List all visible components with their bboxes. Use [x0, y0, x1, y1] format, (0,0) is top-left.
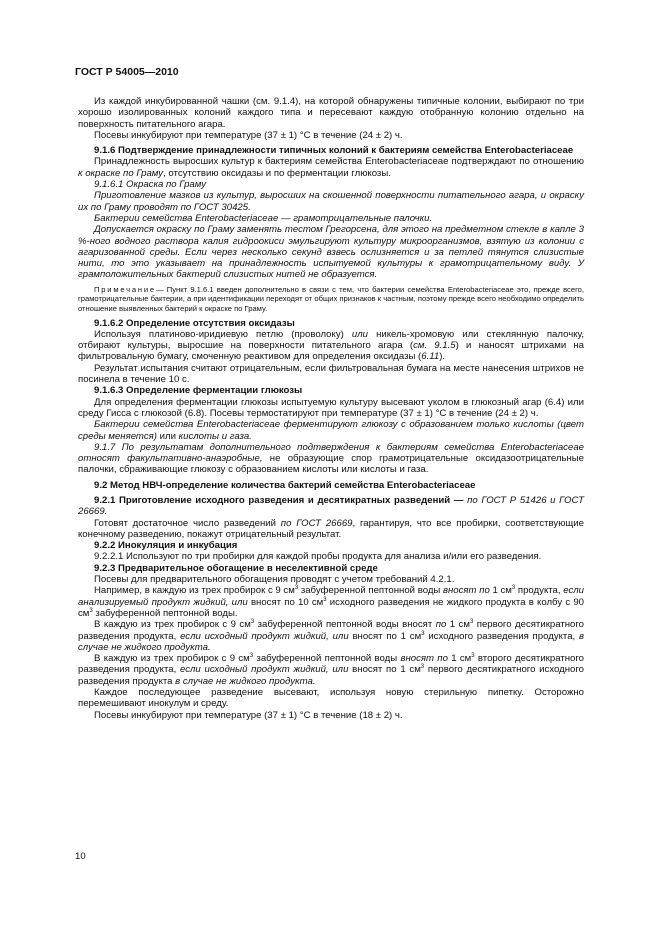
subsection-heading-9-2-3: 9.2.3 Предварительное обогащение в неселективной среде — [94, 562, 378, 574]
paragraph: Используя платиново-иридиевую петлю (проволоку) или никель-хромовую или стеклянную палочку, отбирают культуры, выросшие на поверхности питательного агара (см. 9.1.5) и наносят штрихами на фильтровальную бумагу, смоченную реактивом для определения оксидазы (6.11). — [78, 328, 584, 363]
note — [78, 285, 584, 314]
paragraph: Посевы инкубируют при температуре (37 ± 1) °С в течение (24 ± 2) ч. — [94, 129, 403, 141]
subsection-heading-9-2-1: 9.2.1 Приготовление исходного разведения и десятикратных разведений — по ГОСТ Р 51426 и ГОСТ 26669. — [78, 494, 584, 518]
document-header: ГОСТ Р 54005—2010 — [75, 66, 179, 78]
paragraph: Например, в каждую из трех пробирок с 9 $см^3$ забуференной пептонной воды вносят по 1 $см^3$ продукта, если анализируемый продукт жидкий, или вносят по 10 $см^3$ исходного разведения не жидкого продукта в колбу с 90 $см^3$ забуференной пептонной воды. — [78, 585, 584, 619]
paragraph: Готовят достаточное число разведений по ГОСТ 26669, гарантируя, что все пробирки, соответствующие конечному разведению, покажут отрицательный результат. — [78, 517, 584, 540]
paragraph-italic: Допускается окраску по Граму заменять тестом Грегорсена, для этого на предметном стекле в капле 3 %-ного водного раствора калия гидроокиси эмульгируют культуру микроорганизмов, взятую из колонии с агаризованной среды. Если через несколько секунд взвесь ослизняется и за петлей тянутся слизистые нити, то это указывает на принадлежность испытуемой культуры к грамотрицательному виду. У грамположительных бактерий слизистых нитей не образуется. — [78, 224, 584, 281]
paragraph-italic: Бактерии семейства Enterobacteriaceae — грамотрицательные палочки. — [94, 212, 433, 224]
note-label: Примечание — [94, 284, 156, 294]
paragraph: Для определения ферментации глюкозы испытуемую культуру высевают уколом в глюкозный агар (6.4) или среду Гисса с глюкозой (6.8). Посевы термостатируют при температуре (37 ± 1) °С в течение (24 ± 2) ч. — [78, 396, 584, 419]
paragraph: Посевы инкубируют при температуре (37 ± 1) °С в течение (18 ± 2) ч. — [94, 709, 403, 721]
subsection-heading-9-2-2: 9.2.2 Инокуляция и инкубация — [94, 540, 238, 552]
page-number: 10 — [75, 851, 86, 862]
paragraph: В каждую из трех пробирок с 9 $см^3$ забуференной пептонной воды вносят по 1 $см^3$ первого десятикратного разведения продукта, если исходный продукт жидкий, или вносят по 1 $см^3$ исходного разведения продукта, в случае не жидкого продукта. — [78, 619, 585, 653]
note-text: — Пункт 9.1.6.1 введен дополнительно в связи с тем, что бактерии семейства Enterobacteriaceae это, прежде всего, грамотрицательные бактерии, а при идентификации переходят от общих признаков к частным, поэтому прежде всего необходимо определить отношение выявленных бактерий к окраске по Граму. — [78, 284, 584, 313]
paragraph-italic: Бактерии семейства Enterobacteriaceae ферментируют глюкозу с образованием только кислоты (цвет среды меняется) или кислоты и газа. — [78, 419, 584, 442]
paragraph-italic: 9.1.7 По результатам дополнительного подтверждения к бактериям семейства Enterobacteriaceae относят факультативно-анаэробные, не образующие спор грамотрицательные оксидазоотрицательные палочки, сбраживающие глюкозу с образованием кислоты или кислоты и газа. — [78, 441, 585, 476]
section-heading-9-1-6: 9.1.6 Подтверждение принадлежности типичных колоний к бактериям семейства Enterobacteriaceae — [94, 145, 574, 157]
paragraph-italic: Приготовление мазков из культур, выросших на скошенной поверхности питательного агара, и окраску их по Граму проводят по ГОСТ 30425. — [78, 190, 584, 213]
subsection-heading-9-1-6-2: 9.1.6.2 Определение отсутствия оксидазы — [94, 317, 295, 329]
paragraph: Из каждой инкубированной чашки (см. 9.1.4), на которой обнаружены типичные колонии, выбирают по три хорошо изолированных колоний каждого типа и пересевают каждую отобранную колонию отдельно на поверхность питательного агара. — [78, 96, 584, 130]
paragraph: 9.2.2.1 Используют по три пробирки для каждой пробы продукта для анализа и/или его разведения. — [94, 551, 542, 563]
subsection-heading-9-1-6-1: 9.1.6.1 Окраска по Граму — [94, 179, 207, 191]
paragraph: Посевы для предварительного обогащения проводят с учетом требований 4.2.1. — [94, 574, 455, 586]
document-body — [78, 96, 584, 721]
paragraph: Принадлежность выросших культур к бактериям семейства Enterobacteriaceae подтверждают по отношению к окраске по Граму, отсутствию оксидазы и по ферментации глюкозы. — [78, 156, 584, 179]
subsection-heading-9-1-6-3: 9.1.6.3 Определение ферментации глюкозы — [94, 385, 303, 397]
section-heading-9-2: 9.2 Метод НВЧ-определение количества бактерий семейства Enterobacteriaceae — [94, 479, 476, 491]
paragraph: Каждое последующее разведение высевают, используя новую стерильную пипетку. Осторожно перемешивают инокулум и среду. — [78, 687, 584, 710]
paragraph: Результат испытания считают отрицательным, если фильтровальная бумага на месте нанесения штрихов не посинела в течение 10 с. — [78, 362, 584, 386]
paragraph: В каждую из трех пробирок с 9 $см^3$ забуференной пептонной воды вносят по 1 $см^3$ второго десятикратного разведения продукта, если исходный продукт жидкий, или вносят по 1 $см^3$ первого десятикратного исходного разведения продукта в случае не жидкого продукта. — [78, 653, 584, 687]
